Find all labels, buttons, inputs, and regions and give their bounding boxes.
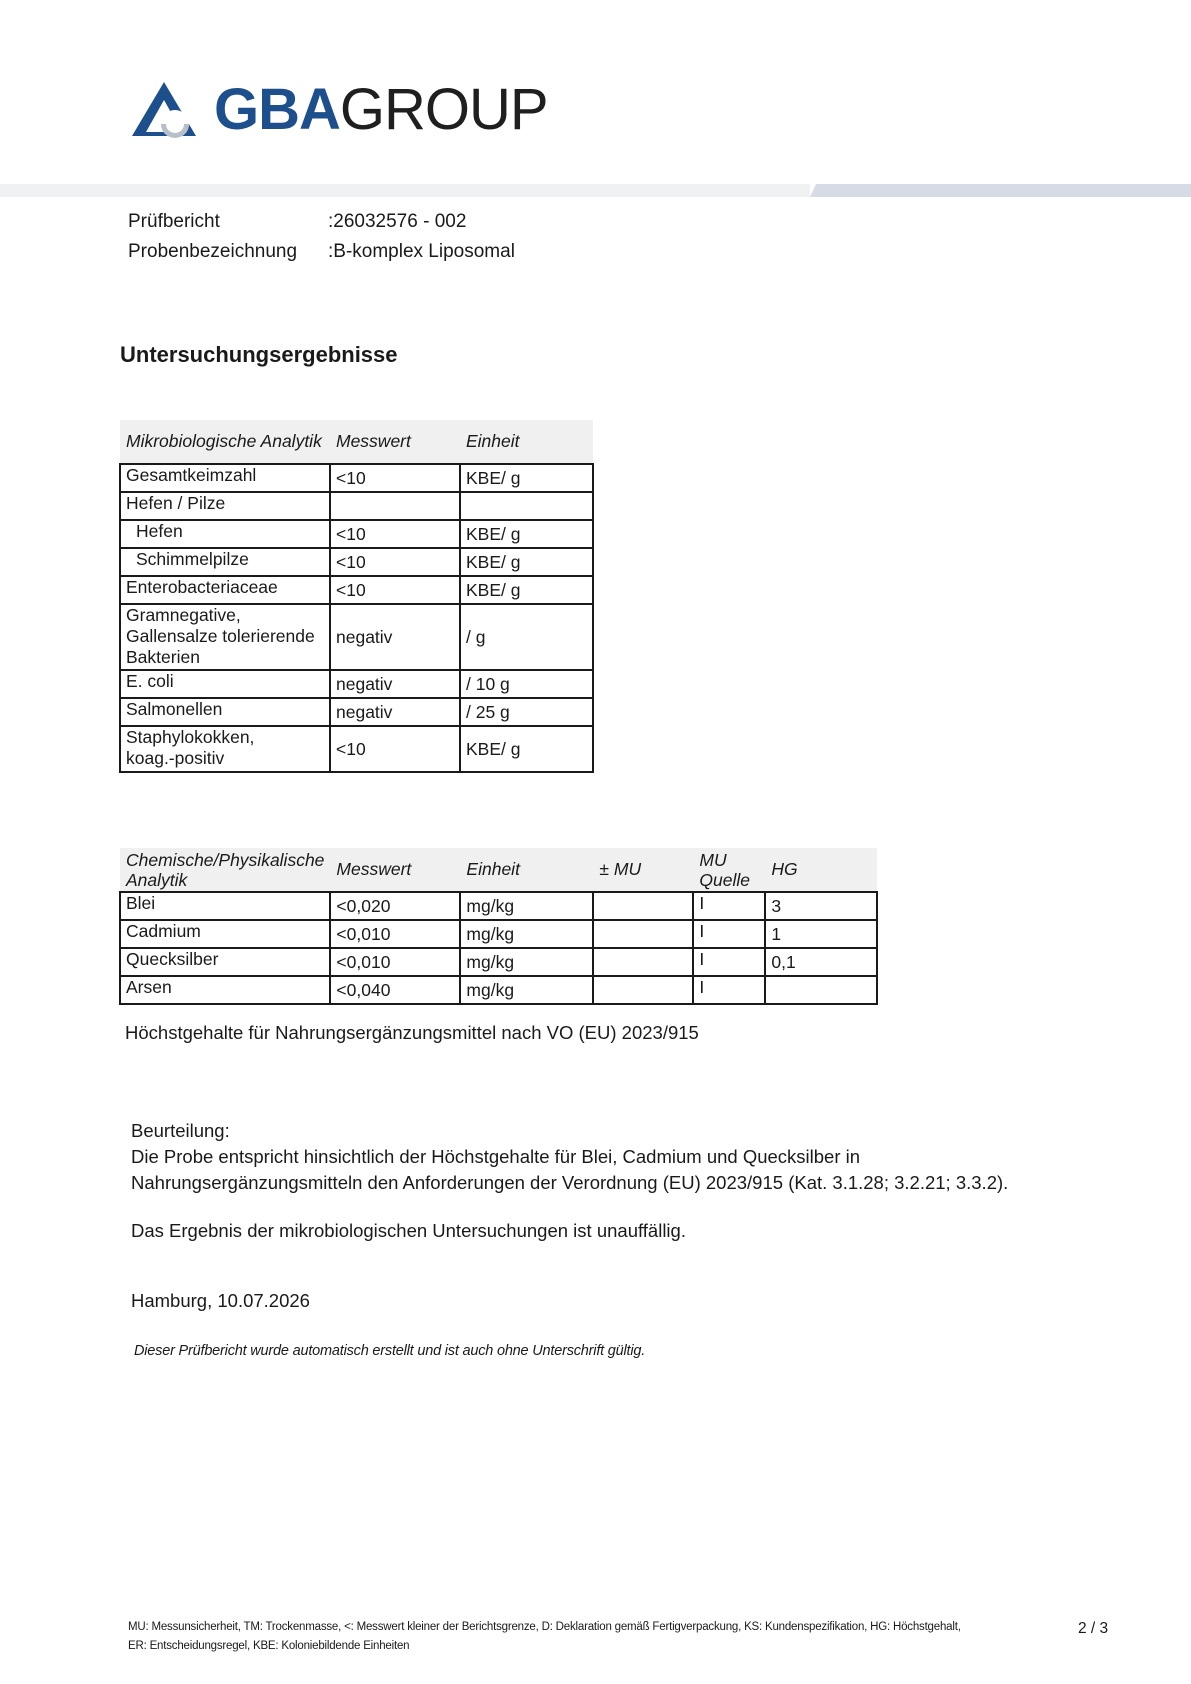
logo-text-gba: GBA xyxy=(214,77,340,142)
report-meta xyxy=(128,207,515,267)
assessment-micro-result: Das Ergebnis der mikrobiologischen Untersuchungen ist unauffällig. xyxy=(131,1220,686,1241)
table-row: Gesamtkeimzahl <10 KBE/ g xyxy=(120,464,593,492)
gba-group-logo xyxy=(132,78,548,142)
micro-header-row xyxy=(120,420,593,464)
legend-line-1: MU: Messunsicherheit, TM: Trockenmasse, <: Messwert kleiner der Berichtsgrenze, D: Deklaration gemäß Fertigverpackung, KS: Kundenspezifikation, HG: Höchstgehalt, xyxy=(128,1621,961,1633)
sample-name-label: Probenbezeichnung xyxy=(128,241,298,262)
chem-header-row xyxy=(120,848,877,892)
chem-col-messwert: Messwert xyxy=(330,848,460,892)
table-row: Blei <0,020 mg/kg I 3 xyxy=(120,892,877,920)
micro-col-messwert: Messwert xyxy=(330,420,460,464)
report-number-label: Prüfbericht xyxy=(128,211,220,232)
sample-name-value: :B-komplex Liposomal xyxy=(328,241,515,262)
chem-col-analytik: Chemische/Physikalische Analytik xyxy=(120,848,330,892)
table-row: Salmonellen negativ / 25 g xyxy=(120,698,593,726)
gba-logo-mark-icon xyxy=(132,80,202,140)
report-number-value: :26032576 - 002 xyxy=(328,211,467,232)
place-date: Hamburg, 10.07.2026 xyxy=(131,1290,310,1311)
logo-wordmark xyxy=(214,78,548,142)
sample-name-row xyxy=(128,237,515,267)
table-row: Enterobacteriaceae <10 KBE/ g xyxy=(120,576,593,604)
table-row: Quecksilber <0,010 mg/kg I 0,1 xyxy=(120,948,877,976)
section-title: Untersuchungsergebnisse xyxy=(120,342,398,367)
report-number-row xyxy=(128,207,515,237)
assessment-line-2: Nahrungsergänzungsmitteln den Anforderungen der Verordnung (EU) 2023/915 (Kat. 3.1.28; 3.2.21; 3.3.2). xyxy=(131,1172,1009,1193)
table-row: Gramnegative, Gallensalze tolerierende Bakterien negativ / g xyxy=(120,604,593,670)
assessment-heading: Beurteilung: xyxy=(131,1120,230,1141)
table-row: E. coli negativ / 10 g xyxy=(120,670,593,698)
legend-line-2: ER: Entscheidungsregel, KBE: Koloniebildende Einheiten xyxy=(128,1640,410,1652)
chem-col-einheit: Einheit xyxy=(460,848,593,892)
chem-col-hg: HG xyxy=(765,848,877,892)
table-row: Hefen / Pilze xyxy=(120,492,593,520)
micro-results-table xyxy=(119,420,594,773)
table-row: Staphylokokken, koag.-positiv <10 KBE/ g xyxy=(120,726,593,772)
table-row: Cadmium <0,010 mg/kg I 1 xyxy=(120,920,877,948)
micro-col-einheit: Einheit xyxy=(460,420,593,464)
logo-text-group: GROUP xyxy=(339,77,548,142)
auto-generated-note: Dieser Prüfbericht wurde automatisch erstellt und ist auch ohne Unterschrift gültig. xyxy=(134,1343,646,1359)
chem-col-mu-quelle: MU Quelle xyxy=(693,848,765,892)
table-row: Schimmelpilze <10 KBE/ g xyxy=(120,548,593,576)
max-levels-note: Höchstgehalte für Nahrungsergänzungsmittel nach VO (EU) 2023/915 xyxy=(125,1022,699,1043)
assessment xyxy=(131,1118,1008,1244)
table-row: Arsen <0,040 mg/kg I xyxy=(120,976,877,1004)
header-band xyxy=(0,184,1191,197)
table-row: Hefen <10 KBE/ g xyxy=(120,520,593,548)
assessment-line-1: Die Probe entspricht hinsichtlich der Höchstgehalte für Blei, Cadmium und Quecksilber in xyxy=(131,1146,861,1167)
page-number: 2 / 3 xyxy=(1078,1620,1109,1637)
chem-results-table xyxy=(119,848,878,1005)
micro-col-analytik: Mikrobiologische Analytik xyxy=(120,420,330,464)
chem-col-mu: ± MU xyxy=(593,848,693,892)
abbreviation-legend xyxy=(128,1618,1028,1656)
